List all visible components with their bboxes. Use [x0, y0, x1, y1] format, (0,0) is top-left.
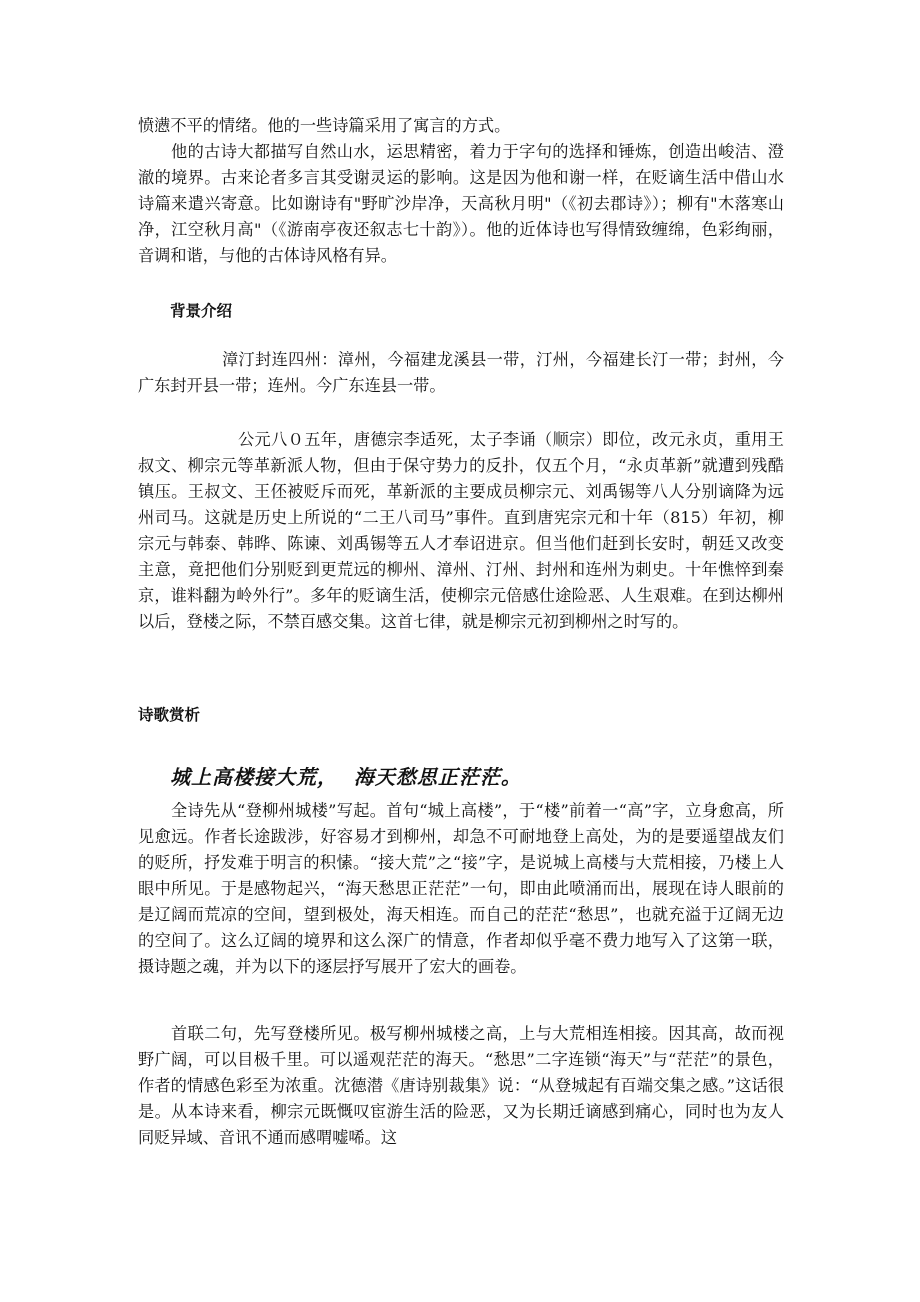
paragraph-poetry-style: 他的古诗大都描写自然山水，运思精密，着力于字句的选择和锤炼，创造出峻洁、澄澈的境界。古来论者多言其受谢灵运的影响。这是因为他和谢一样，在贬谪生活中借山水诗篇来遣兴寄意。比如谢诗有"野旷沙岸净，天高秋月明"（《初去郡诗》）；柳有"木落寒山净，江空秋月高"（《游南亭夜还叙志七十韵》）。他的近体诗也写得情致缠绵，色彩绚丽，音调和谐，与他的古体诗风格有异。	[138, 142, 784, 265]
paragraph-opening-lines: 首联二句，先写登楼所见。极写柳州城楼之高，上与大荒相连相接。因其高，故而视野广阔，可以目极千里。可以遥观茫茫的海天。“愁思”二字连锁“海天”与“茫茫”的景色，作者的情感色彩至为浓重。沈德潜《唐诗别裁集》说：“从登城起有百端交集之感。”这话很是。从本诗来看，柳宗元既慨叹宦游生活的险恶，又为长期迁谪感到痛心，同时也为友人同贬异域、音讯不通而感喟嘘唏。这	[138, 1024, 784, 1147]
paragraph-continuation: 愤懑不平的情绪。他的一些诗篇采用了寓言的方式。	[138, 116, 511, 135]
heading-background: 背景介绍	[170, 302, 233, 320]
paragraph-four-prefectures: 漳汀封连四州：漳州，今福建龙溪县一带，汀州，今福建长汀一带；封州，今广东封开县一带；连州。今广东连县一带。	[138, 350, 784, 395]
poem-verse: 城上高楼接大荒， 海天愁思正茫茫。	[170, 765, 522, 789]
paragraph-first-couplet-analysis: 全诗先从“登柳州城楼”写起。首句“城上高楼”，于“楼”前着一“高”字，立身愈高，所见愈远。作者长途跋涉，好容易才到柳州，却急不可耐地登上高处，为的是要遥望战友们的贬所，抒发难于明言的积愫。“接大荒”之“接”字，是说城上高楼与大荒相接，乃楼上人眼中所见。于是感物起兴，“海天愁思正茫茫”一句，即由此喷涌而出，展现在诗人眼前的是辽阔而荒凉的空间，望到极处，海天相连。而自己的茫茫“愁思”，也就充溢于辽阔无边的空间了。这么辽阔的境界和这么深广的情意，作者却似乎毫不费力地写入了这第一联，摄诗题之魂，并为以下的逐层抒写展开了宏大的画卷。	[138, 801, 784, 976]
paragraph-historical-background: 公元八０五年，唐德宗李适死，太子李诵（顺宗）即位，改元永贞，重用王叔文、柳宗元等革新派人物，但由于保守势力的反扑，仅五个月，“永贞革新”就遭到残酷镇压。王叔文、王伾被贬斥而死，革新派的主要成员柳宗元、刘禹锡等八人分别谪降为远州司马。这就是历史上所说的“二王八司马”事件。直到唐宪宗元和十年（815）年初，柳宗元与韩泰、韩晔、陈谏、刘禹锡等五人才奉诏进京。但当他们赶到长安时，朝廷又改变主意，竟把他们分别贬到更荒远的柳州、漳州、汀州、封州和连州为刺史。十年憔悴到秦京，谁料翻为岭外行”。多年的贬谪生活，使柳宗元倍感仕途险恶、人生艰难。在到达柳州以后，登楼之际，不禁百感交集。这首七律，就是柳宗元初到柳州之时写的。	[138, 430, 784, 631]
heading-appreciation: 诗歌赏析	[138, 706, 201, 724]
